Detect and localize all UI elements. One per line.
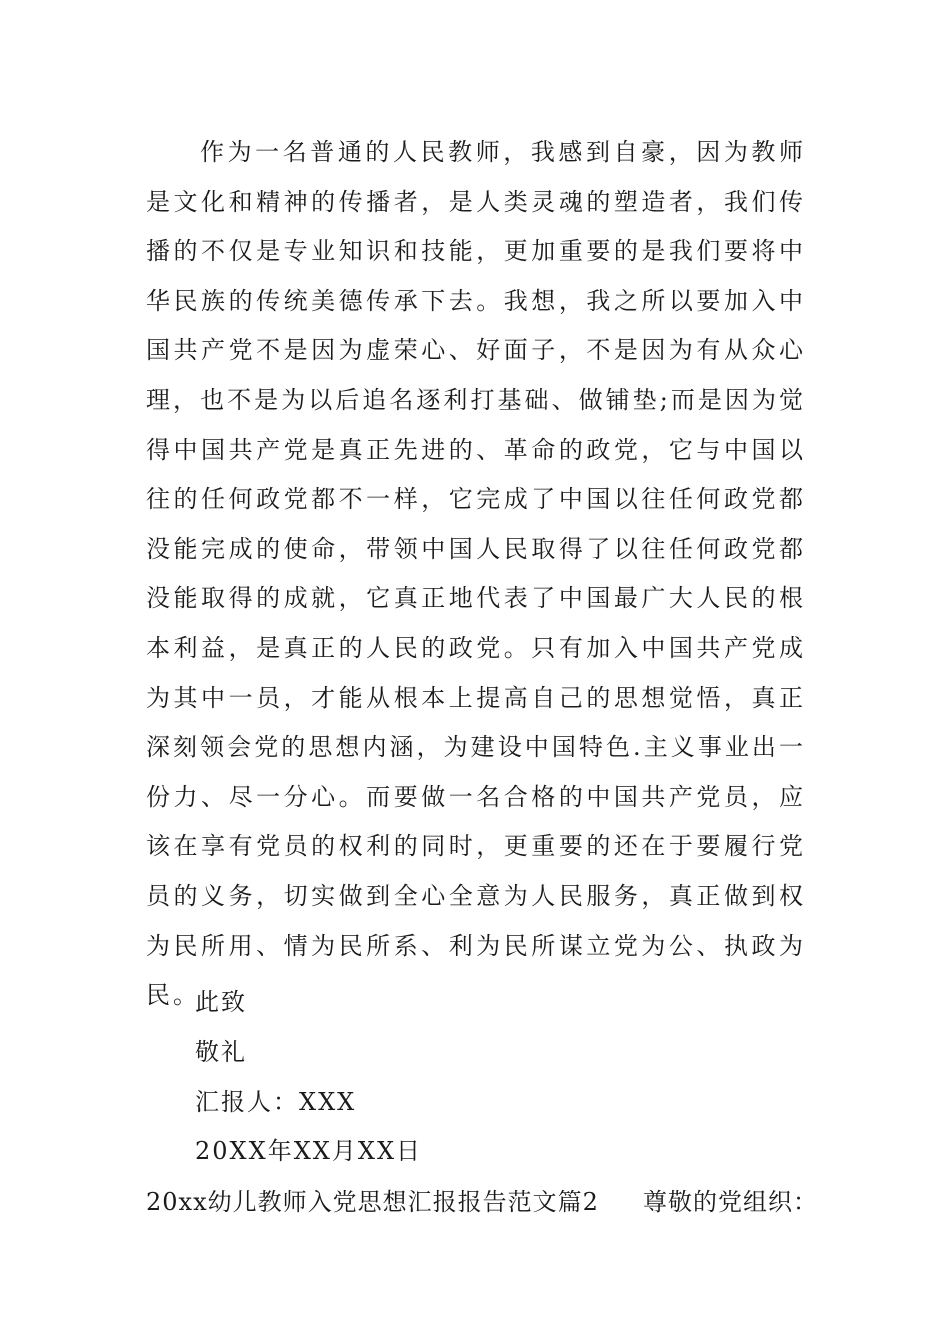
body-paragraph: 作为一名普通的人民教师，我感到自豪，因为教师是文化和精神的传播者，是人类灵魂的塑造者，我们传播的不仅是专业知识和技能，更加重要的是我们要将中华民族的传统美德传承下去。我想，我之所以要加入中国共产党不是因为虚荣心、好面子，不是因为有从众心理，也不是为以后追名逐利打基础、做铺垫;而是因为觉得中国共产党是真正先进的、革命的政党，它与中国以往的任何政党都不一样，它完成了中国以往任何政党都没能完成的使命，带领中国人民取得了以往任何政党都没能取得的成就，它真正地代表了中国最广大人民的根本利益，是真正的人民的政党。只有加入中国共产党成为其中一员，才能从根本上提高自己的思想觉悟，真正深刻领会党的思想内涵，为建设中国特色.主义事业出一份力、尽一分心。而要做一名合格的中国共产党员，应该在享有党员的权利的同时，更重要的还在于要履行党员的义务，切实做到全心全意为人民服务，真正做到权为民所用、情为民所系、利为民所谋立党为公、执政为民。 [146, 138, 806, 1010]
next-section-heading [146, 1182, 818, 1217]
closing-line: 此致 [195, 988, 247, 1016]
next-section-title: 20xx幼儿教师入党思想汇报报告范文篇2 [146, 1188, 599, 1216]
date-line: 20XX年XX月XX日 [195, 1137, 423, 1165]
next-section-greeting: 尊敬的党组织： [643, 1188, 818, 1216]
salute-line: 敬礼 [195, 1038, 247, 1066]
reporter-line: 汇报人：XXX [195, 1088, 357, 1116]
